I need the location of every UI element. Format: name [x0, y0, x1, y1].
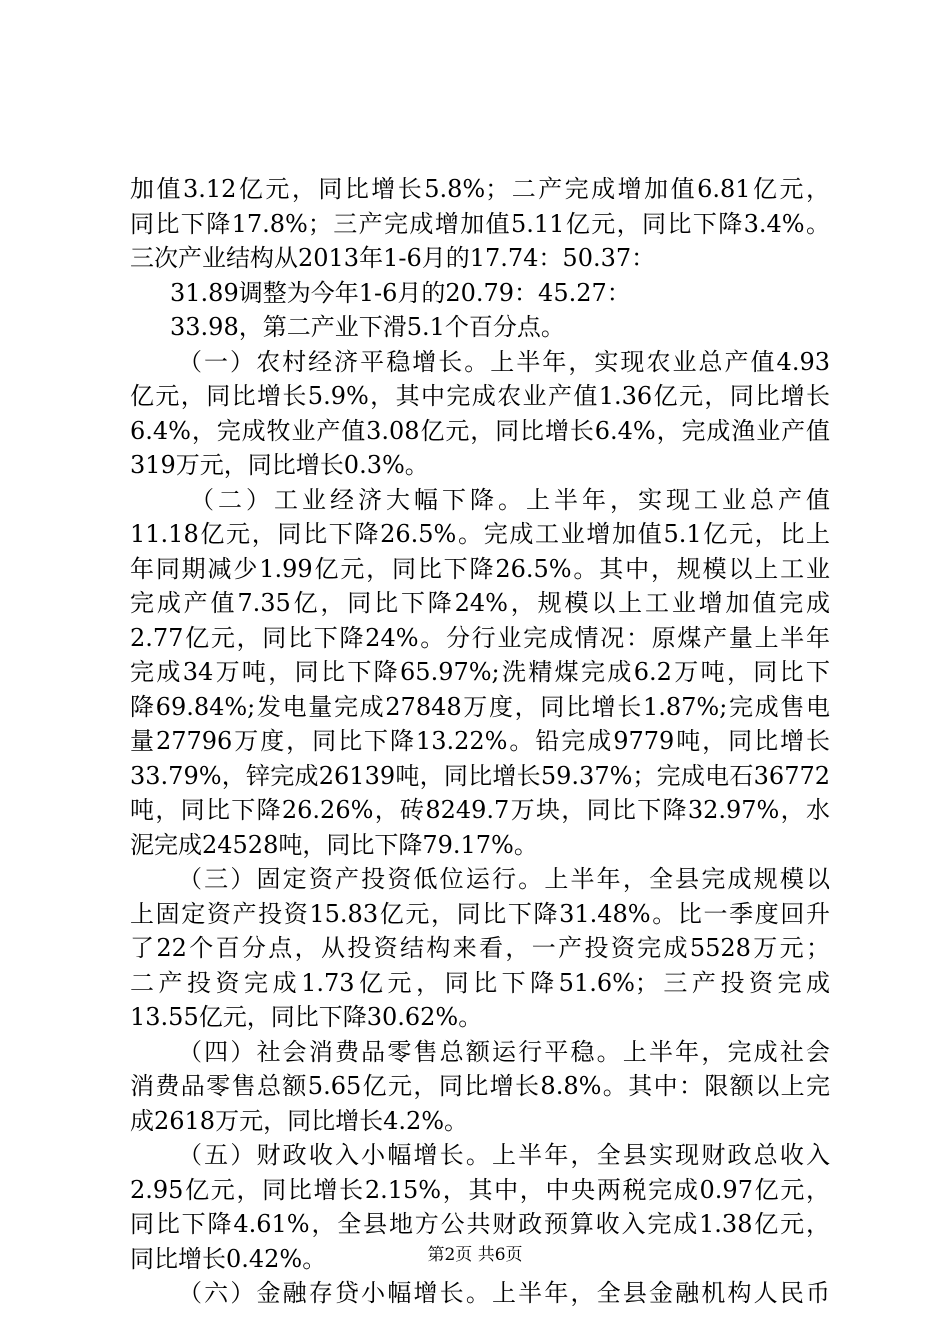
- text-line: 2.77亿元，同比下降24%。分行业完成情况：原煤产量上半年: [130, 623, 830, 652]
- text-line: 11.18亿元，同比下降26.5%。完成工业增加值5.1亿元，比上: [130, 520, 830, 548]
- text-line: （二）工业经济大幅下降。上半年，实现工业总产值: [190, 485, 830, 514]
- text-line: （四）社会消费品零售总额运行平稳。上半年，完成社会: [178, 1037, 830, 1066]
- text-line: （三）固定资产投资低位运行。上半年，全县完成规模以: [178, 865, 830, 893]
- text-line: 319万元，同比增长0.3%。: [130, 451, 429, 479]
- text-line: 三次产业结构从2013年1-6月的17.74：50.37：: [130, 244, 656, 272]
- text-line: 亿元，同比增长5.9%，其中完成农业产值1.36亿元，同比增长: [130, 382, 830, 410]
- text-line: 31.89调整为今年1-6月的20.79：45.27：: [170, 278, 631, 307]
- text-line: 13.55亿元，同比下降30.62%。: [130, 1003, 483, 1031]
- text-line: 泥完成24528吨，同比下降79.17%。: [130, 830, 538, 859]
- text-line: （一）农村经济平稳增长。上半年，实现农业总产值4.93: [178, 347, 830, 376]
- text-line: 完成34万吨，同比下降65.97%;洗精煤完成6.2万吨，同比下: [130, 658, 830, 686]
- text-line: 年同期减少1.99亿元，同比下降26.5%。其中，规模以上工业: [130, 554, 830, 583]
- text-line: 同比增长0.42%。: [130, 1244, 327, 1273]
- text-line: 33.98，第二产业下滑5.1个百分点。: [170, 313, 565, 341]
- text-line: （六）金融存贷小幅增长。上半年，全县金融机构人民币: [178, 1279, 830, 1307]
- text-line: 33.79%，锌完成26139吨，同比增长59.37%；完成电石36772: [130, 761, 830, 790]
- text-line: 2.95亿元，同比增长2.15%，其中，中央两税完成0.97亿元，: [130, 1175, 830, 1204]
- text-line: 同比下降4.61%，全县地方公共财政预算收入完成1.38亿元，: [130, 1210, 830, 1238]
- text-line: （五）财政收入小幅增长。上半年，全县实现财政总收入: [178, 1141, 830, 1169]
- text-line: 成2618万元，同比增长4.2%。: [130, 1106, 469, 1135]
- text-line: 消费品零售总额5.65亿元，同比增长8.8%。其中：限额以上完: [130, 1072, 830, 1100]
- page-footer: 第2页 共6页: [427, 1245, 523, 1265]
- text-line: 降69.84%;发电量完成27848万度，同比增长1.87%;完成售电: [130, 692, 830, 721]
- text-line: 6.4%，完成牧业产值3.08亿元，同比增长6.4%，完成渔业产值: [130, 416, 830, 445]
- text-line: 二产投资完成1.73亿元，同比下降51.6%；三产投资完成: [130, 968, 830, 997]
- text-line: 同比下降17.8%；三产完成增加值5.11亿元，同比下降3.4%。: [130, 209, 830, 238]
- text-line: 了22个百分点，从投资结构来看，一产投资完成5528万元；: [130, 934, 830, 962]
- text-line: 量27796万度，同比下降13.22%。铅完成9779吨，同比增长: [130, 727, 830, 755]
- document-body: [130, 172, 830, 1311]
- text-line: 完成产值7.35亿，同比下降24%，规模以上工业增加值完成: [130, 589, 830, 617]
- text-line: 上固定资产投资15.83亿元，同比下降31.48%。比一季度回升: [130, 899, 830, 928]
- text-line: 吨，同比下降26.26%，砖8249.7万块，同比下降32.97%，水: [130, 796, 830, 824]
- text-line: 加值3.12亿元，同比增长5.8%；二产完成增加值6.81亿元，: [130, 175, 830, 203]
